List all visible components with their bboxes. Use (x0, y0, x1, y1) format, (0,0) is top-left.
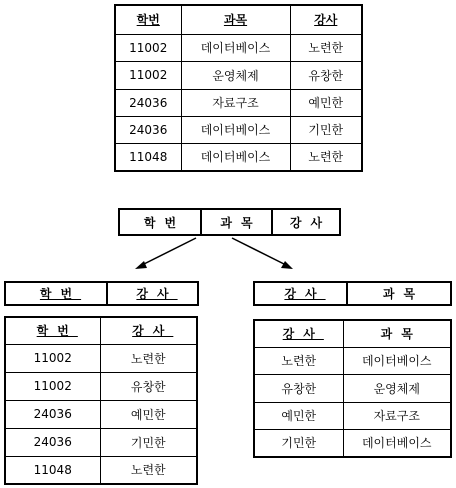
right-header-gangsa: 강사 (254, 320, 343, 347)
cell-gwamok: 자료구조 (343, 402, 451, 429)
cell-gwamok: 데이터베이스 (181, 116, 290, 143)
cell-gangsa: 예민한 (100, 400, 197, 428)
cell-gangsa: 기민한 (254, 429, 343, 457)
left-schema-field-hakbeon: 학번 (39, 287, 82, 301)
cell-gwamok: 운영체제 (343, 374, 451, 402)
schema-field-hakbeon: 학번 (143, 215, 186, 230)
cell-hakbeon: 24036 (115, 89, 181, 116)
cell-gangsa: 기민한 (100, 428, 197, 456)
right-header-gwamok: 과목 (343, 320, 451, 347)
table-row (254, 429, 451, 457)
cell-gangsa: 노련한 (100, 456, 197, 484)
cell-hakbeon: 24036 (5, 428, 100, 456)
cell-hakbeon: 24036 (115, 116, 181, 143)
cell-hakbeon: 11048 (5, 456, 100, 484)
cell-gangsa: 유창한 (100, 372, 197, 400)
table-row (5, 428, 197, 456)
cell-gangsa: 유창한 (254, 374, 343, 402)
cell-hakbeon: 11002 (115, 61, 181, 89)
cell-hakbeon: 24036 (5, 400, 100, 428)
table-row (5, 400, 197, 428)
cell-gangsa: 노련한 (100, 344, 197, 372)
arrow-right-head (281, 261, 293, 269)
left-header-hakbeon: 학번 (5, 317, 100, 344)
cell-gwamok: 데이터베이스 (343, 429, 451, 457)
schema-field-gwamok: 과목 (200, 210, 271, 234)
right-table (253, 319, 452, 458)
cell-gwamok: 운영체제 (181, 61, 290, 89)
cell-gwamok: 데이터베이스 (181, 143, 290, 171)
arrow-left-head (135, 261, 147, 269)
header-gwamok: 과목 (181, 5, 290, 34)
right-schema-field-gwamok: 과목 (346, 283, 450, 304)
left-schema-header (4, 281, 199, 306)
cell-gwamok: 데이터베이스 (343, 347, 451, 374)
left-header-gangsa: 강사 (100, 317, 197, 344)
cell-hakbeon: 11002 (5, 372, 100, 400)
cell-hakbeon: 11048 (115, 143, 181, 171)
cell-gangsa: 예민한 (290, 89, 362, 116)
cell-gangsa: 기민한 (290, 116, 362, 143)
cell-gwamok: 자료구조 (181, 89, 290, 116)
cell-gangsa: 예민한 (254, 402, 343, 429)
left-schema-field-gangsa: 강사 (106, 283, 197, 304)
schema-field-gangsa: 강사 (271, 210, 339, 234)
table-row (254, 402, 451, 429)
arrow-right-line (232, 238, 288, 266)
left-table (4, 316, 198, 485)
cell-gangsa: 노련한 (254, 347, 343, 374)
table-row (254, 374, 451, 402)
cell-hakbeon: 11002 (5, 344, 100, 372)
table-row (5, 372, 197, 400)
header-gangsa: 강사 (290, 5, 362, 34)
cell-hakbeon: 11002 (115, 34, 181, 61)
table-row (5, 344, 197, 372)
cell-gwamok: 데이터베이스 (181, 34, 290, 61)
cell-gangsa: 유창한 (290, 61, 362, 89)
right-schema-field-gangsa: 강사 (284, 287, 326, 301)
cell-gangsa: 노련한 (290, 143, 362, 171)
arrow-left-line (140, 238, 196, 266)
right-schema-header (253, 281, 452, 306)
cell-gangsa: 노련한 (290, 34, 362, 61)
table-row (254, 347, 451, 374)
header-hakbeon: 학번 (115, 5, 181, 34)
table-row (5, 456, 197, 484)
